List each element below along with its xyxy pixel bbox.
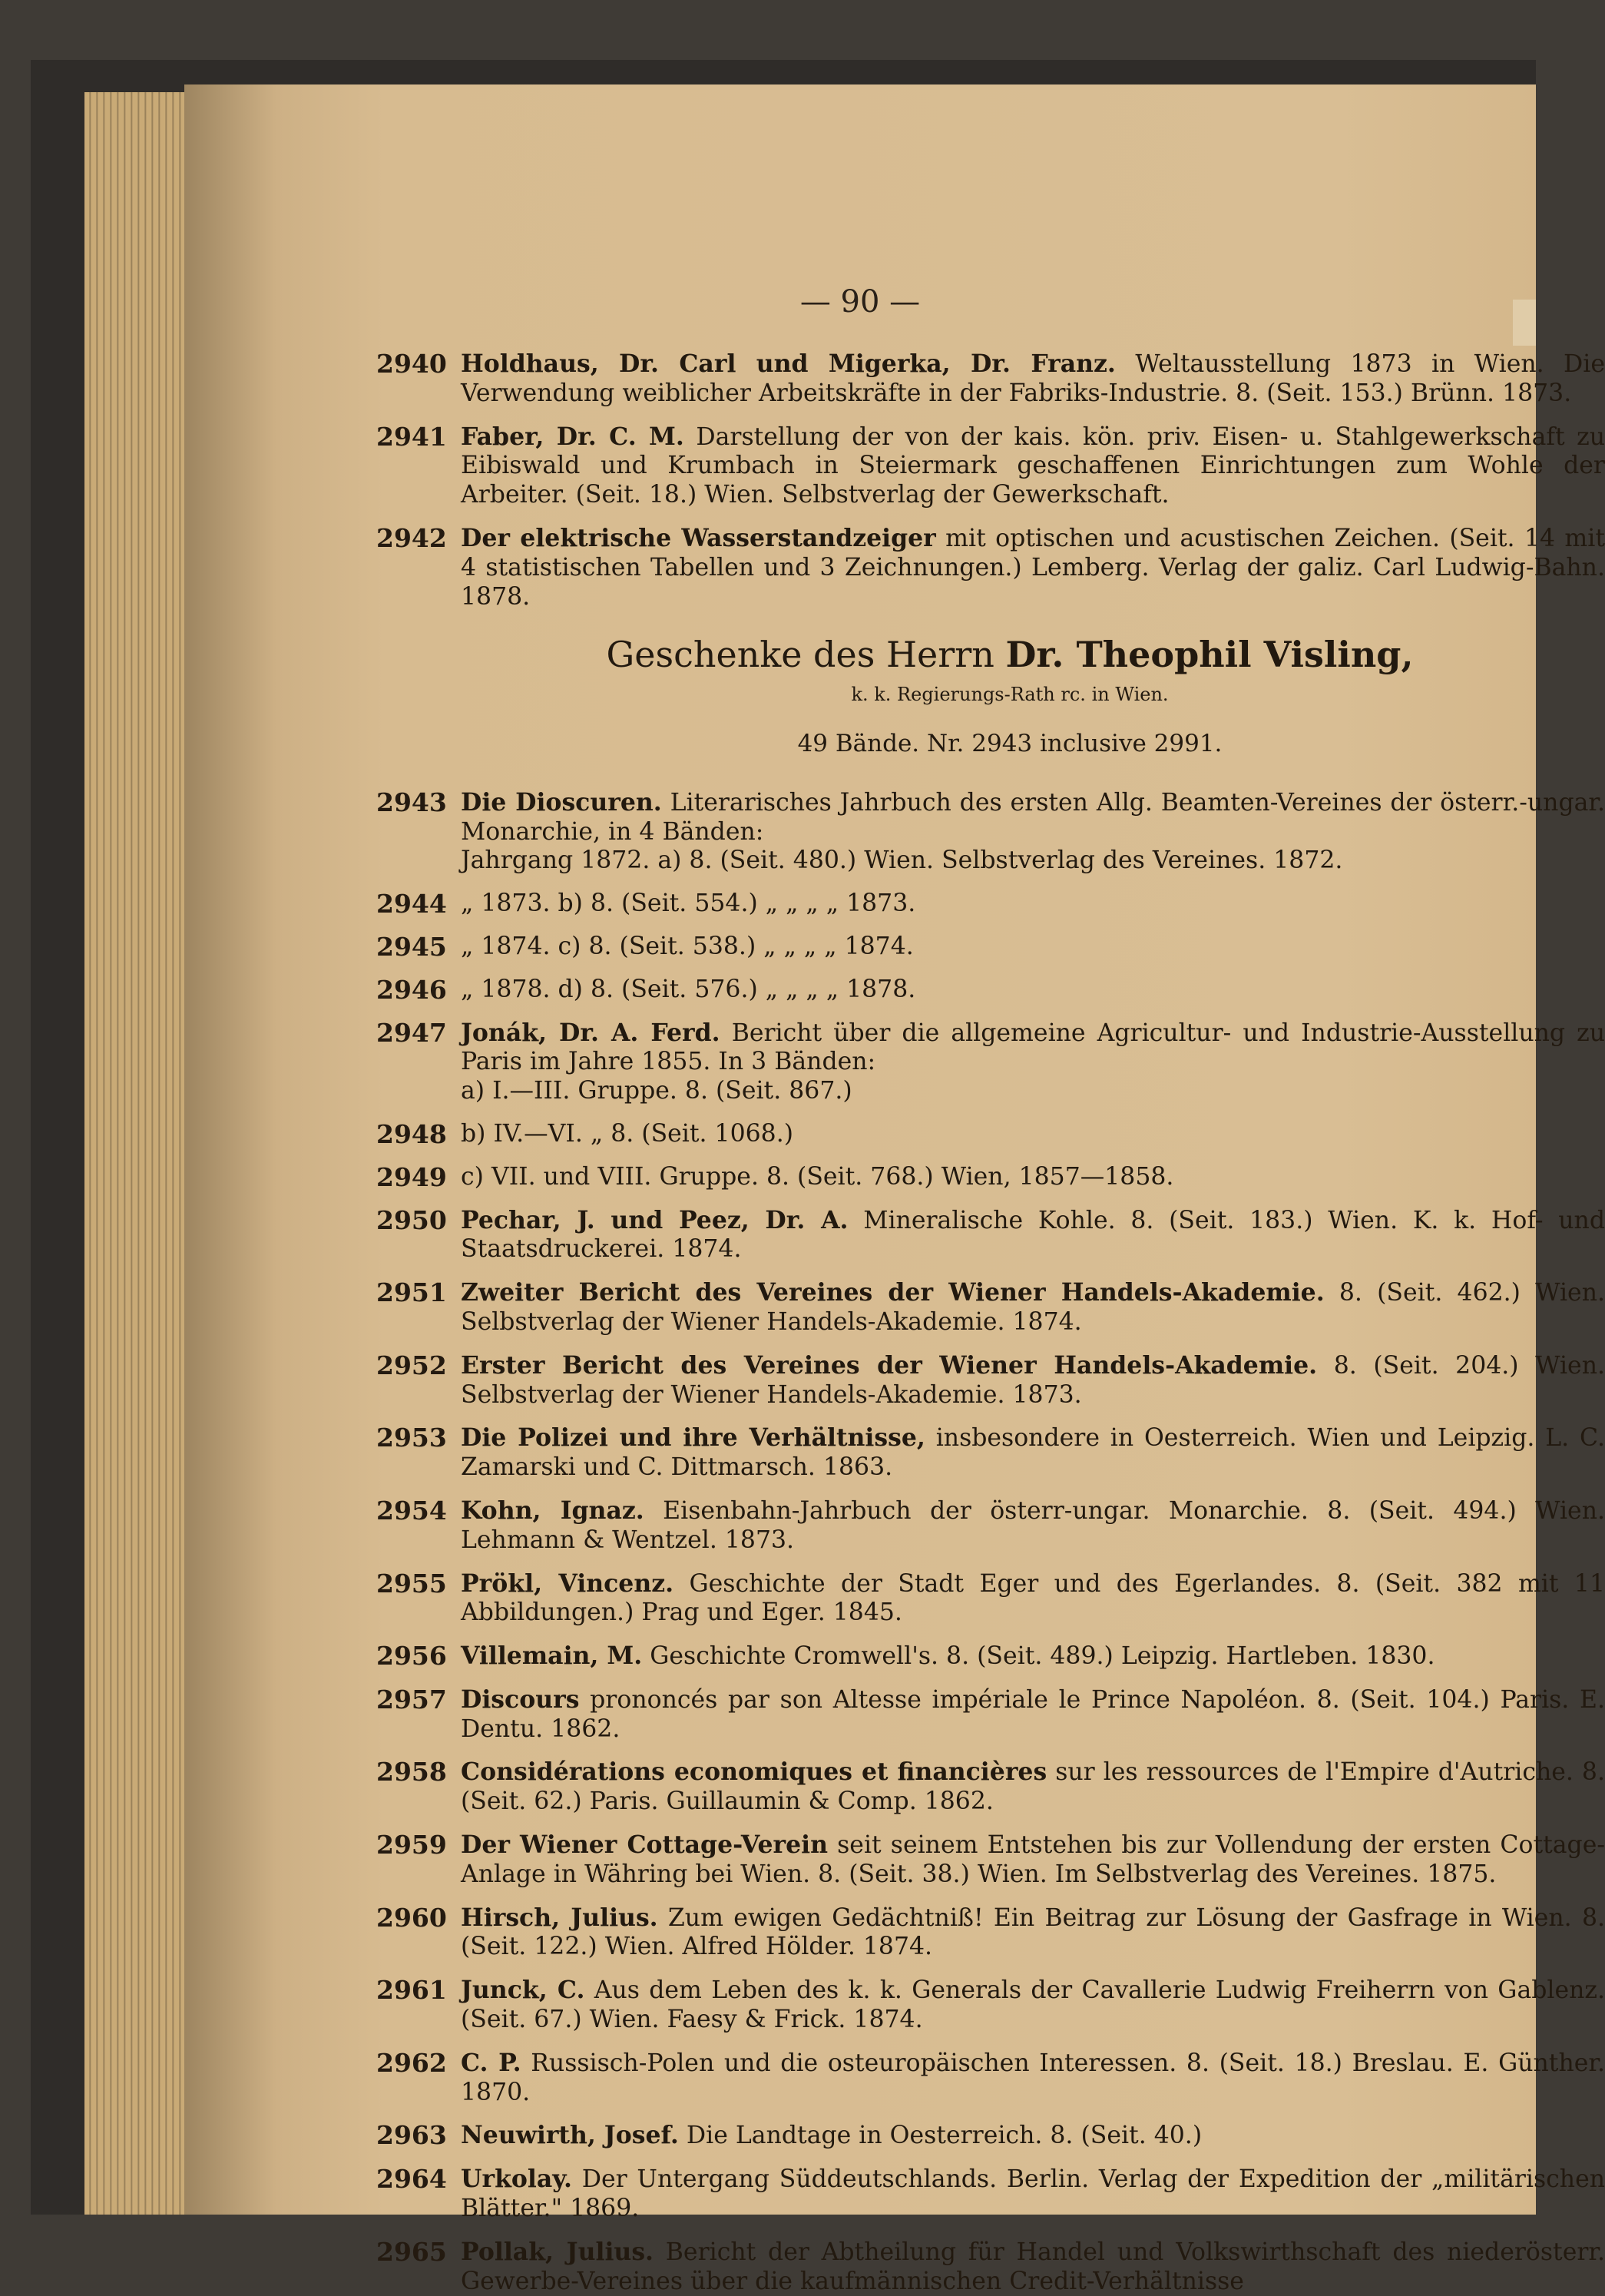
entry-number: 2945	[376, 931, 447, 962]
catalog-entry	[369, 524, 1605, 611]
entry-number: 2950	[376, 1204, 447, 1235]
entry-author: Erster Bericht des Vereines der Wiener Handels-Akademie.	[461, 1350, 1318, 1380]
catalog-entry	[369, 1903, 1605, 1963]
catalog-entry	[369, 1831, 1605, 1890]
entry-number: 2946	[376, 974, 447, 1005]
entry-author: Kohn, Ignaz.	[461, 1496, 644, 1525]
entry-body	[461, 933, 1605, 962]
entry-text: b) IV.—VI. „ 8. (Seit. 1068.)	[461, 1119, 794, 1148]
entry-author: Pechar, J. und Peez, Dr. A.	[461, 1205, 849, 1234]
entry-author: Faber, Dr. C. M.	[461, 422, 684, 451]
entry-number: 2940	[376, 349, 447, 379]
entry-body	[461, 890, 1605, 919]
catalog-entry	[369, 933, 1605, 962]
entry-list-a	[369, 350, 1605, 611]
entry-text: 8. (Seit. 462.) Wien. Selbstverlag der Wiener Handels-Akademie. 1874.	[461, 1279, 1605, 1336]
entry-text: Bericht über die allgemeine Agricultur- und Industrie-Ausstellung zu Paris im Jahre 1855. In 3 Bänden:	[461, 1019, 1605, 1076]
entry-author: Hirsch, Julius.	[461, 1903, 658, 1932]
entry-author: Die Dioscuren.	[461, 787, 662, 817]
entry-text: Die Landtage in Oesterreich. 8. (Seit. 40.)	[686, 2122, 1203, 2150]
entry-body	[461, 1976, 1605, 2035]
entry-number: 2943	[376, 787, 447, 817]
entry-text: c) VII. und VIII. Gruppe. 8. (Seit. 768.) Wien, 1857—1858.	[461, 1162, 1174, 1191]
entry-text: Der Untergang Süddeutschlands. Berlin. Verlag der Expedition der „militärischen Blätter." 1869.	[461, 2165, 1605, 2223]
entry-number: 2942	[376, 522, 447, 553]
entry-body	[461, 2121, 1605, 2151]
entry-text: Russisch-Polen und die osteuropäischen Interessen. 8. (Seit. 18.) Breslau. E. Günther. 1870.	[461, 2049, 1605, 2106]
entry-body	[461, 1423, 1605, 1483]
catalog-entry	[369, 1278, 1605, 1337]
catalog-entry	[369, 1569, 1605, 1628]
entry-author: Zweiter Bericht des Vereines der Wiener Handels-Akademie.	[461, 1278, 1325, 1307]
entry-number: 2944	[376, 889, 447, 919]
entry-number: 2965	[376, 2236, 447, 2267]
section-title-name: Dr. Theophil Visling,	[1005, 634, 1414, 676]
entry-number: 2951	[376, 1277, 447, 1308]
entry-body	[461, 1642, 1605, 1671]
entry-body	[461, 1903, 1605, 1963]
catalog-entry	[369, 788, 1605, 876]
donation-section	[369, 634, 1605, 758]
entry-number: 2952	[376, 1350, 447, 1380]
catalog-entry	[369, 976, 1605, 1005]
entry-number: 2956	[376, 1641, 447, 1671]
page-stack-edge	[84, 92, 200, 2215]
entry-text: „ 1878. d) 8. (Seit. 576.) „ „ „ „ 1878.	[461, 975, 916, 1003]
entry-text: Zum ewigen Gedächtniß! Ein Beitrag zur Lösung der Gasfrage in Wien. 8. (Seit. 122.) Wien. Alfred Hölder. 1874.	[461, 1903, 1605, 1961]
entry-number: 2953	[376, 1423, 447, 1453]
entry-number: 2961	[376, 1975, 447, 2006]
entry-body	[461, 350, 1605, 409]
entry-text: Eisenbahn-Jahrbuch der österr-ungar. Monarchie. 8. (Seit. 494.) Wien. Lehmann & Wentzel. 1873.	[461, 1496, 1605, 1554]
catalog-entry	[369, 1019, 1605, 1106]
entry-number: 2955	[376, 1568, 447, 1599]
catalog-content	[369, 350, 1605, 2296]
entry-body	[461, 1496, 1605, 1556]
entry-body	[461, 2049, 1605, 2108]
entry-author: C. P.	[461, 2048, 521, 2077]
catalog-entry	[369, 1496, 1605, 1556]
entry-text: 8. (Seit. 204.) Wien. Selbstverlag der Wiener Handels-Akademie. 1873.	[461, 1351, 1605, 1409]
entry-body	[461, 1120, 1605, 1149]
catalog-entry	[369, 1685, 1605, 1744]
entry-text: Geschichte der Stadt Eger und des Egerlandes. 8. (Seit. 382 mit 11 Abbildungen.) Prag und Eger. 1845.	[461, 1569, 1605, 1627]
entry-author: Holdhaus, Dr. Carl und Migerka, Dr. Franz.	[461, 350, 1116, 378]
section-count: 49 Bände. Nr. 2943 inclusive 2991.	[797, 729, 1223, 757]
catalog-entry	[369, 1758, 1605, 1817]
entry-text: seit seinem Entstehen bis zur Vollendung der ersten Cottage-Anlage in Währing bei Wien. 8. (Seit. 38.) Wien. Im Selbstverlag des Vereines. 1875.	[461, 1831, 1605, 1888]
entry-number: 2959	[376, 1830, 447, 1860]
entry-body	[461, 788, 1605, 876]
catalog-entry	[369, 2165, 1605, 2224]
entry-body	[461, 1206, 1605, 1265]
entry-text: „ 1874. c) 8. (Seit. 538.) „ „ „ „ 1874.	[461, 932, 914, 960]
catalog-entry	[369, 2049, 1605, 2108]
entry-author: Urkolay.	[461, 2165, 572, 2194]
catalog-entry	[369, 350, 1605, 409]
entry-text: sur les ressources de l'Empire d'Autriche. 8. (Seit. 62.) Paris. Guillaumin & Comp. 1862.	[461, 1758, 1605, 1816]
entry-author: Prökl, Vincenz.	[461, 1569, 674, 1598]
entry-number: 2948	[376, 1118, 447, 1149]
catalog-entry	[369, 890, 1605, 919]
catalog-entry	[369, 1642, 1605, 1671]
entry-body	[461, 1351, 1605, 1410]
entry-text: Geschichte Cromwell's. 8. (Seit. 489.) Leipzig. Hartleben. 1830.	[650, 1642, 1435, 1671]
section-title	[369, 634, 1605, 676]
entry-body	[461, 1831, 1605, 1890]
catalog-entry	[369, 422, 1605, 510]
entry-text: „ 1873. b) 8. (Seit. 554.) „ „ „ „ 1873.	[461, 890, 916, 918]
entry-body	[461, 1278, 1605, 1337]
section-subtitle: k. k. Regierungs-Rath rc. in Wien.	[851, 684, 1169, 706]
entry-number: 2964	[376, 2164, 447, 2195]
entry-text: Darstellung der von der kais. kön. priv. Eisen- u. Stahlgewerkschaft zu Eibiswald und Krumbach in Steiermark geschaffenen Einrichtungen zum Wohle der Arbeiter. (Seit. 18.) Wien. Selbstverlag der Gewerkschaft.	[461, 422, 1605, 509]
entry-author: Villemain, M.	[461, 1642, 643, 1671]
entry-number: 2963	[376, 2120, 447, 2151]
catalog-entry	[369, 1976, 1605, 2035]
entry-body	[461, 1569, 1605, 1628]
catalog-entry	[369, 1163, 1605, 1192]
entry-text: insbesondere in Oesterreich. Wien und Leipzig. L. C. Zamarski und C. Dittmarsch. 1863.	[461, 1424, 1605, 1482]
entry-text: Literarisches Jahrbuch des ersten Allg. Beamten-Vereines der österr.-ungar. Monarchie, in 4 Bänden:	[461, 788, 1605, 846]
entry-author: Der Wiener Cottage-Verein	[461, 1831, 829, 1860]
entry-text: Aus dem Leben des k. k. Generals der Cavallerie Ludwig Freiherrn von Gablenz. (Seit. 67.) Wien. Faesy & Frick. 1874.	[461, 1976, 1605, 2034]
entry-author: Die Polizei und ihre Verhältnisse,	[461, 1423, 925, 1453]
entry-author: Junck, C.	[461, 1976, 585, 2005]
catalog-entry	[369, 2238, 1605, 2296]
entry-number: 2957	[376, 1684, 447, 1715]
entry-number: 2958	[376, 1757, 447, 1787]
book-page	[184, 84, 1605, 2295]
entry-author: Jonák, Dr. A. Ferd.	[461, 1018, 720, 1047]
entry-text: Mineralische Kohle. 8. (Seit. 183.) Wien. K. k. Hof- und Staatsdruckerei. 1874.	[461, 1206, 1605, 1264]
catalog-entry	[369, 1423, 1605, 1483]
entry-text: Weltausstellung 1873 in Wien. Die Verwendung weiblicher Arbeitskräfte in der Fabriks-Industrie. 8. (Seit. 153.) Brünn. 1873.	[461, 350, 1605, 407]
catalog-entry	[369, 2121, 1605, 2151]
entry-text: Bericht der Abtheilung für Handel und Volkswirthschaft des niederösterr. Gewerbe-Vereines über die kaufmännischen Credit-Verhältnisse	[461, 2238, 1605, 2295]
entry-author: Discours	[461, 1685, 580, 1714]
page-number: — 90 —	[799, 284, 921, 320]
catalog-entry	[369, 1120, 1605, 1149]
entry-text: mit optischen und acustischen Zeichen. (Seit. 14 mit 4 statistischen Tabellen und 3 Zeichnungen.) Lemberg. Verlag der galiz. Carl Ludwig-Bahn. 1878.	[461, 524, 1605, 611]
entry-body	[461, 524, 1605, 611]
entry-list-b	[369, 788, 1605, 2296]
entry-text: prononcés par son Altesse impériale le Prince Napoléon. 8. (Seit. 104.) Paris. E. Dentu. 1862.	[461, 1685, 1605, 1743]
entry-body	[461, 1758, 1605, 1817]
entry-body	[461, 422, 1605, 510]
catalog-entry	[369, 1206, 1605, 1265]
entry-body	[461, 2165, 1605, 2224]
entry-number: 2949	[376, 1161, 447, 1192]
entry-author: Considérations economiques et financières	[461, 1758, 1047, 1787]
entry-number: 2962	[376, 2047, 447, 2078]
entry-body	[461, 1163, 1605, 1192]
entry-author: Der elektrische Wasserstandzeiger	[461, 523, 936, 552]
entry-body	[461, 976, 1605, 1005]
entry-number: 2960	[376, 1902, 447, 1933]
entry-number: 2954	[376, 1495, 447, 1526]
entry-body	[461, 2238, 1605, 2296]
catalog-entry	[369, 1351, 1605, 1410]
entry-author: Pollak, Julius.	[461, 2237, 654, 2266]
entry-number: 2941	[376, 421, 447, 452]
section-title-prefix: Geschenke des Herrn	[606, 634, 994, 676]
entry-extra: a) I.—III. Gruppe. 8. (Seit. 867.)	[461, 1077, 852, 1105]
entry-number: 2947	[376, 1017, 447, 1048]
entry-body	[461, 1685, 1605, 1744]
entry-extra: Jahrgang 1872. a) 8. (Seit. 480.) Wien. Selbstverlag des Vereines. 1872.	[461, 847, 1343, 875]
entry-author: Neuwirth, Josef.	[461, 2121, 679, 2150]
entry-body	[461, 1019, 1605, 1106]
